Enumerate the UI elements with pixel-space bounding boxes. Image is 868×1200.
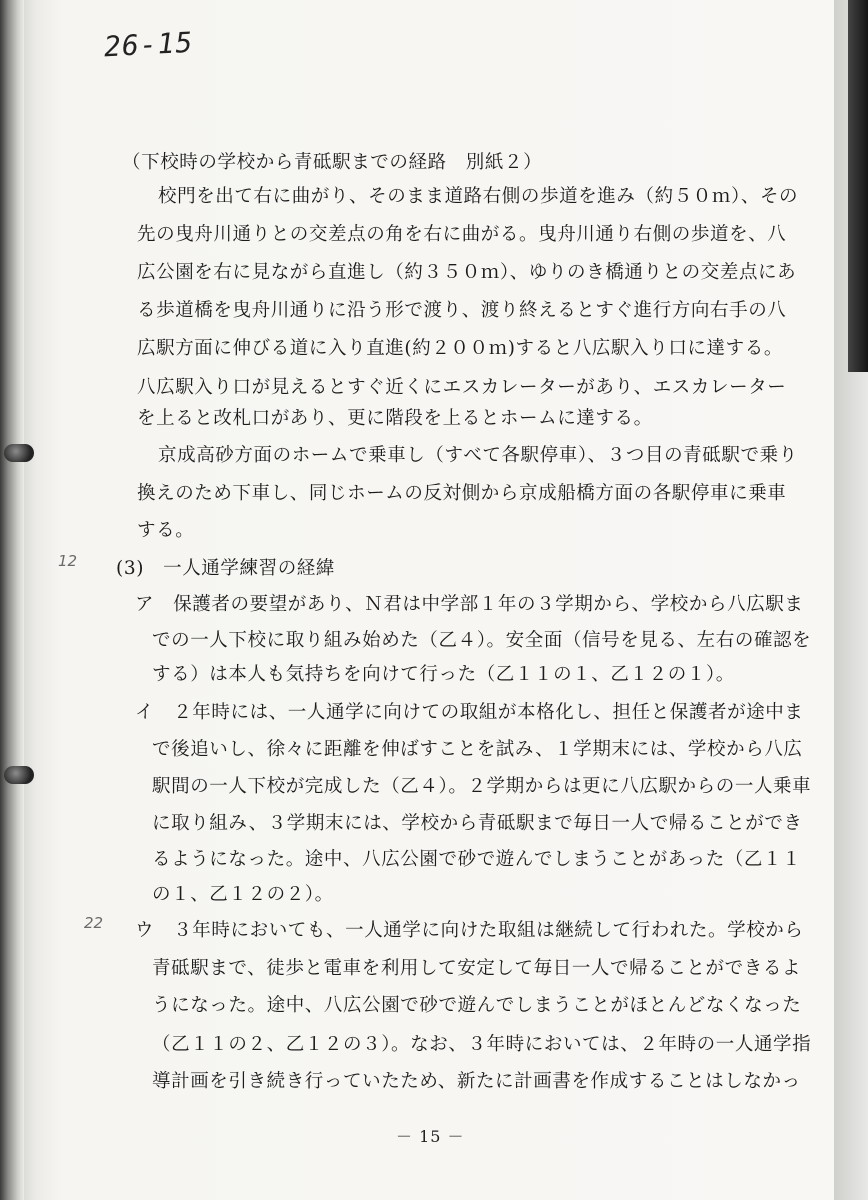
subsection-heading: (3) 一人通学練習の経緯 — [116, 558, 336, 579]
text-line: を上ると改札口があり、更に階段を上るとホームに達する。 — [137, 408, 653, 429]
section-heading: （下校時の学校から青砥駅までの経路 別紙２） — [122, 152, 543, 173]
handwritten-page-id: 26-15 — [103, 25, 195, 64]
text-line: うになった。途中、八広公園で砂で遊んでしまうことがほとんどなくなった — [152, 995, 802, 1016]
text-line: （乙１１の２、乙１２の３）。なお、３年時においては、２年時の一人通学指 — [152, 1034, 812, 1055]
text-line: イ ２年時には、一人通学に向けての取組が本格化し、担任と保護者が途中ま — [135, 702, 804, 723]
text-line: ア 保護者の要望があり、Ｎ君は中学部１年の３学期から、学校から八広駅ま — [135, 594, 804, 615]
text-line: の１、乙１２の２）。 — [152, 884, 334, 905]
margin-note: 22 — [84, 914, 104, 932]
binding-shadow — [0, 0, 24, 1200]
binder-ring-icon — [4, 766, 34, 784]
page-number: － 15 － — [396, 1127, 465, 1146]
text-line: る歩道橋を曳舟川通りに沿う形で渡り、渡り終えるとすぐ進行方向右手の八 — [137, 300, 787, 321]
text-line: るようになった。途中、八広公園で砂で遊んでしまうことがあった（乙１１ — [152, 849, 802, 870]
text-line: 校門を出て右に曲がり、そのまま道路右側の歩道を進み（約５０ｍ）、その — [158, 186, 799, 207]
text-line: に取り組み、３学期末には、学校から青砥駅まで毎日一人で帰ることができ — [152, 813, 803, 834]
binder-ring-icon — [4, 444, 34, 462]
text-line: 広駅方面に伸びる道に入り直進(約２００ｍ)すると八広駅入り口に達する。 — [137, 338, 783, 359]
text-line: で後追いし、徐々に距離を伸ばすことを試み、１学期末には、学校から八広 — [152, 739, 803, 760]
text-line: ウ ３年時においても、一人通学に向けた取組は継続して行われた。学校から — [135, 920, 804, 941]
text-line: する。 — [137, 520, 195, 541]
text-line: での一人下校に取り組み始めた（乙４）。安全面（信号を見る、左右の確認を — [152, 630, 812, 651]
text-line: 八広駅入り口が見えるとすぐ近くにエスカレーターがあり、エスカレーター — [137, 377, 787, 398]
text-line: 先の曳舟川通りとの交差点の角を右に曲がる。曳舟川通り右側の歩道を、八 — [137, 224, 787, 245]
text-line: 広公園を右に見ながら直進し（約３５０ｍ）、ゆりのき橋通りとの交差点にあ — [137, 262, 797, 283]
text-line: 京成高砂方面のホームで乗車し（すべて各駅停車）、３つ目の青砥駅で乗り — [158, 445, 798, 466]
text-line: する）は本人も気持ちを向けて行った（乙１１の１、乙１２の１）。 — [152, 664, 735, 685]
text-line: 換えのため下車し、同じホームの反対側から京成船橋方面の各駅停車に乗車 — [137, 483, 787, 504]
right-edge-dark — [848, 0, 868, 372]
margin-note: 12 — [58, 552, 78, 570]
text-line: 駅間の一人下校が完成した（乙４）。２学期からは更に八広駅からの一人乗車 — [152, 776, 812, 797]
text-line: 青砥駅まで、徒歩と電車を利用して安定して毎日一人で帰ることができるよ — [152, 958, 802, 979]
text-line: 導計画を引き続き行っていたため、新たに計画書を作成することはしなかっ — [152, 1071, 801, 1092]
